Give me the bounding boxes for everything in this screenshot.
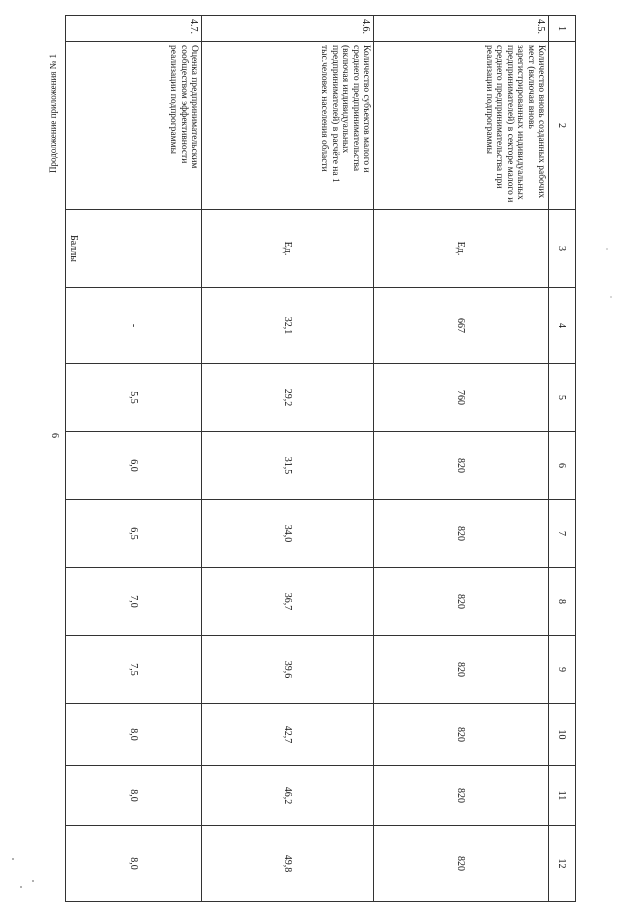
col-header: 11 bbox=[549, 766, 576, 826]
row-value: 36,7 bbox=[202, 568, 374, 636]
table-row bbox=[202, 16, 374, 902]
row-value: 760 bbox=[374, 364, 549, 432]
col-header: 4 bbox=[549, 288, 576, 364]
row-value: 820 bbox=[374, 432, 549, 500]
row-value: 49,8 bbox=[202, 826, 374, 902]
header-note: Продолжение приложения № 1 bbox=[48, 53, 58, 173]
row-number: 4.7. bbox=[66, 16, 202, 42]
col-header: 3 bbox=[549, 210, 576, 288]
row-value: 42,7 bbox=[202, 704, 374, 766]
row-value: 46,2 bbox=[202, 766, 374, 826]
table-sheet bbox=[70, 15, 576, 881]
row-number: 4.5. bbox=[374, 16, 549, 42]
col-header: 5 bbox=[549, 364, 576, 432]
col-header: 6 bbox=[549, 432, 576, 500]
col-header: 10 bbox=[549, 704, 576, 766]
scan-mark bbox=[20, 886, 22, 888]
col-header: 9 bbox=[549, 636, 576, 704]
table-row bbox=[66, 16, 202, 902]
col-header: 8 bbox=[549, 568, 576, 636]
row-value: 820 bbox=[374, 500, 549, 568]
table-header-row bbox=[549, 16, 576, 902]
row-value: 820 bbox=[374, 568, 549, 636]
row-value: 8,0 bbox=[66, 766, 202, 826]
row-value: 7,0 bbox=[66, 568, 202, 636]
col-header: 12 bbox=[549, 826, 576, 902]
row-name: Оценка предпринимательским сообществом эффективности реализации подпрограммы bbox=[66, 42, 202, 210]
row-value: 5,5 bbox=[66, 364, 202, 432]
row-value: 7,5 bbox=[66, 636, 202, 704]
scan-mark bbox=[12, 858, 14, 860]
row-unit: Ед. bbox=[202, 210, 374, 288]
row-value: 820 bbox=[374, 636, 549, 704]
page-number: 6 bbox=[49, 433, 60, 438]
scan-mark bbox=[610, 296, 612, 298]
col-header: 2 bbox=[549, 42, 576, 210]
table-row bbox=[374, 16, 549, 902]
row-value: 29,2 bbox=[202, 364, 374, 432]
row-value: 31,5 bbox=[202, 432, 374, 500]
row-unit: Ед. bbox=[374, 210, 549, 288]
row-value: - bbox=[66, 288, 202, 364]
row-unit: Баллы bbox=[66, 210, 202, 288]
row-value: 6,0 bbox=[66, 432, 202, 500]
row-value: 34,0 bbox=[202, 500, 374, 568]
row-name: Количество вновь созданных рабочих мест (включая вновь зарегистрированных индивидуальных предпринимателей) в секторе малого и среднего предпринимательства при реализации подпрограммы bbox=[374, 42, 549, 210]
row-number: 4.6. bbox=[202, 16, 374, 42]
col-header: 7 bbox=[549, 500, 576, 568]
scan-mark bbox=[32, 880, 34, 882]
row-value: 820 bbox=[374, 704, 549, 766]
row-value: 8,0 bbox=[66, 826, 202, 902]
rotated-table-container bbox=[70, 15, 576, 881]
row-value: 667 bbox=[374, 288, 549, 364]
indicator-table bbox=[65, 15, 576, 902]
row-value: 39,6 bbox=[202, 636, 374, 704]
row-value: 32,1 bbox=[202, 288, 374, 364]
row-value: 6,5 bbox=[66, 500, 202, 568]
col-header: 1 bbox=[549, 16, 576, 42]
scan-mark bbox=[606, 248, 608, 250]
row-name: Количество субъектов малого и среднего предпринимательства (включая индивидуальных предпринимателей) в расчёте на 1 тыс.человек населения области bbox=[202, 42, 374, 210]
row-value: 820 bbox=[374, 826, 549, 902]
row-value: 8,0 bbox=[66, 704, 202, 766]
row-value: 820 bbox=[374, 766, 549, 826]
